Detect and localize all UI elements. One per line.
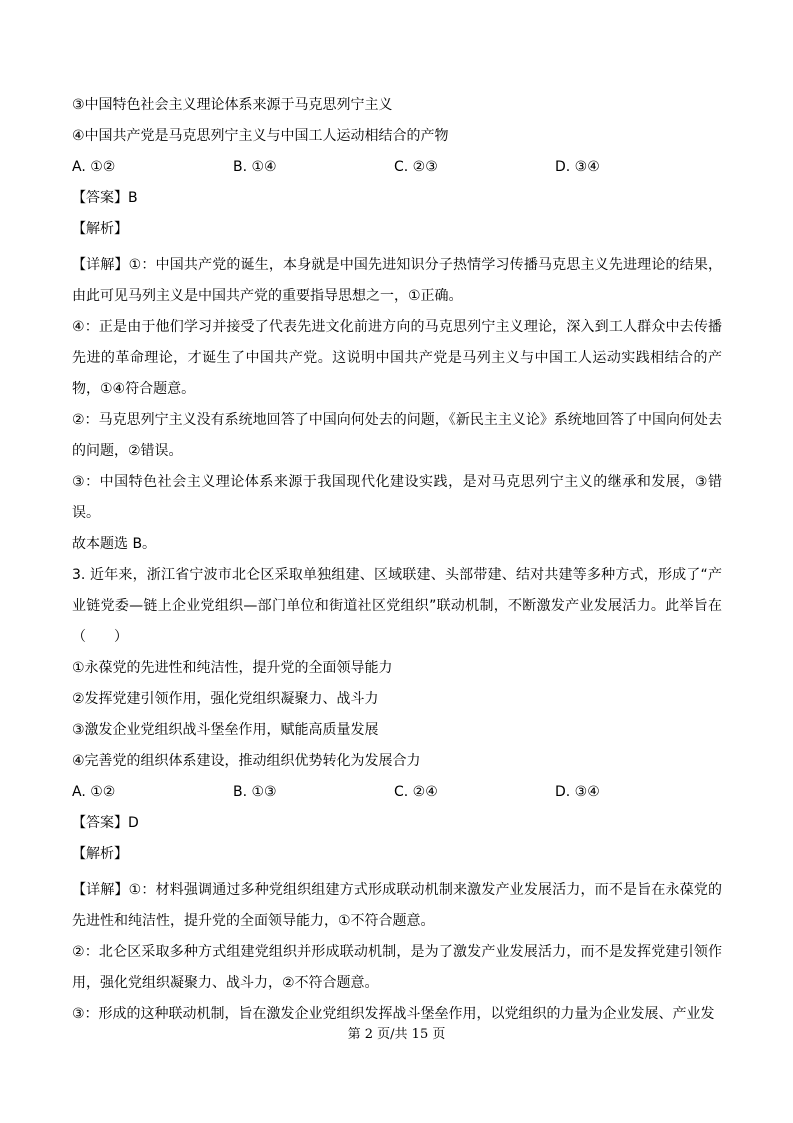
q3-detail-1: 【详解】①：材料强调通过多种党组织组建方式形成联动机制来激发产业发展活力，而不是旨在永葆党的先进性和纯洁性，提升党的全面领导能力，①不符合题意。 [72,882,722,929]
q2-item-3: ③中国特色社会主义理论体系来源于马克思列宁主义 [72,97,393,113]
q3-option-a: A. ①② [72,784,116,800]
q2-option-a: A. ①② [72,159,116,175]
q2-analysis-label: 【解析】 [72,221,128,237]
q3-item-3: ③激发企业党组织战斗堡垒作用，赋能高质量发展 [72,722,379,738]
q2-option-c: C. ②③ [394,159,438,175]
q3-option-c: C. ②④ [394,784,438,800]
q2-options [72,157,722,177]
q3-item-1: ①永葆党的先进性和纯洁性，提升党的全面领导能力 [72,660,393,676]
q2-option-b: B. ①④ [233,159,277,175]
q2-answer: 【答案】B [72,190,138,206]
q2-detail-3: ②：马克思列宁主义没有系统地回答了中国向何处去的问题，《新民主主义论》系统地回答了中国向何处去的问题，②错误。 [72,412,722,459]
q3-option-b: B. ①③ [233,784,277,800]
page-content [72,95,722,1030]
q3-item-4: ④完善党的组织体系建设，推动组织优势转化为发展合力 [72,753,421,769]
q2-item-4: ④中国共产党是马克思列宁主义与中国工人运动相结合的产物 [72,128,449,144]
page-footer: 第 2 页/共 15 页 [347,1027,446,1042]
q3-answer: 【答案】D [72,815,139,831]
q2-detail-2: ④：正是由于他们学习并接受了代表先进文化前进方向的马克思列宁主义理论，深入到工人群众中去传播先进的革命理论，才诞生了中国共产党。这说明中国共产党是马列主义与中国工人运动实践相结合的产物，①④符合题意。 [72,319,722,397]
q3-option-d: D. ③④ [555,784,600,800]
q3-detail-3: ③：形成的这种联动机制，旨在激发企业党组织发挥战斗堡垒作用，以党组织的力量为企业发展、产业发 [72,1006,715,1022]
q2-detail-1: 【详解】①：中国共产党的诞生，本身就是中国先进知识分子热情学习传播马克思主义先进理论的结果，由此可见马列主义是中国共产党的重要指导思想之一，①正确。 [72,257,722,304]
q3-stem: 3. 近年来，浙江省宁波市北仑区采取单独组建、区域联建、头部带建、结对共建等多种方式，形成了“产业链党委—链上企业党组织—部门单位和街道社区党组织”联动机制，不断激发产业发展活力。此举旨在（ ） [72,567,722,645]
q3-item-2: ②发挥党建引领作用，强化党组织凝聚力、战斗力 [72,691,379,707]
q2-detail-4: ③：中国特色社会主义理论体系来源于我国现代化建设实践，是对马克思列宁主义的继承和发展，③错误。 [72,474,722,521]
q2-conclusion: 故本题选 B。 [72,536,157,552]
q3-analysis-label: 【解析】 [72,846,128,862]
q3-detail-2: ②：北仑区采取多种方式组建党组织并形成联动机制，是为了激发产业发展活力，而不是发挥党建引领作用，强化党组织凝聚力、战斗力，②不符合题意。 [72,944,722,991]
q3-options [72,782,722,802]
q2-option-d: D. ③④ [555,159,600,175]
